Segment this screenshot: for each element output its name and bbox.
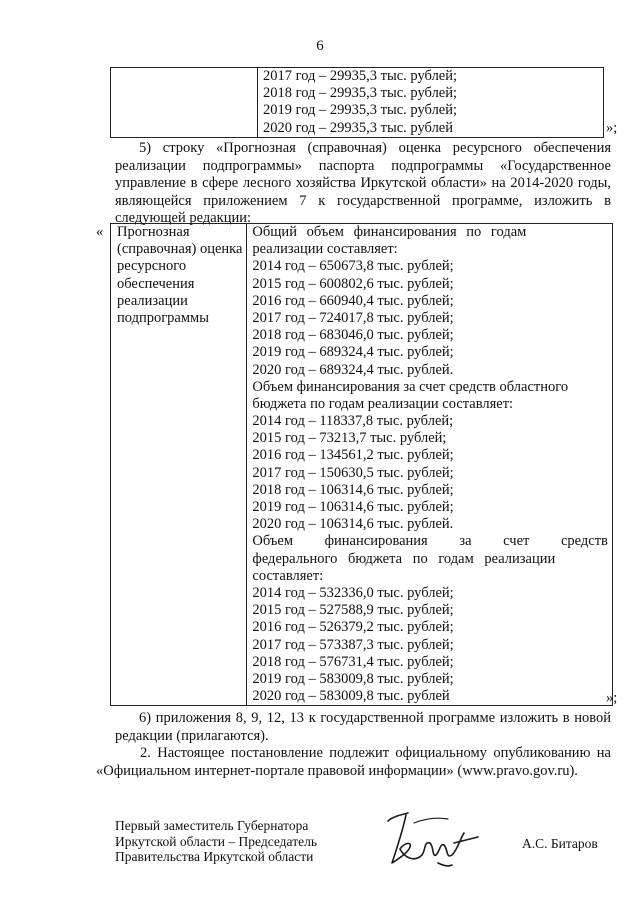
table2-right-line: 2016 год – 134561,2 тыс. рублей; — [252, 447, 454, 464]
table2-right-line: бюджета по годам реализации составляет: — [252, 395, 514, 412]
table2-right-line: 2014 год – 650673,8 тыс. рублей; — [252, 258, 454, 275]
table2-right-line: 2017 год – 573387,3 тыс. рублей; — [252, 636, 454, 653]
item-6-text: 6) приложения 8, 9, 12, 13 к государственной программе изложить в новой редакции (прилагаются). — [115, 710, 611, 744]
signatory-name: А.С. Битаров — [522, 836, 598, 851]
table2-right-line: реализации составляет: — [252, 241, 398, 258]
table2-right-line: 2014 год – 532336,0 тыс. рублей; — [252, 584, 454, 601]
table1-line: 2019 год – 29935,3 тыс. рублей; — [263, 102, 458, 119]
table2-right-line: 2017 год – 150630,5 тыс. рублей; — [252, 464, 454, 481]
table2-left-line: Прогнозная — [117, 224, 190, 240]
table2-right-line: 2018 год – 106314,6 тыс. рублей; — [252, 481, 454, 498]
page-number: 6 — [316, 38, 324, 54]
signatory-title-line: Первый заместитель Губернатора — [115, 818, 309, 833]
signatory-title — [115, 818, 317, 865]
table2-right-line: 2020 год – 583009,8 тыс. рублей — [252, 688, 450, 705]
table2-left-line: обеспечения — [117, 275, 195, 292]
table2-left-line: реализации — [117, 292, 188, 309]
item-2-text: 2. Настоящее постановление подлежит официальному опубликованию на «Официальном интернет-портале правовой информации» (www.pravo.gov.ru). — [96, 745, 611, 779]
table2-right-line: составляет: — [252, 567, 324, 584]
table2-right-line: 2015 год – 600802,6 тыс. рублей; — [252, 275, 454, 292]
table2-right-line: 2014 год – 118337,8 тыс. рублей; — [252, 413, 454, 430]
item-2-paragraph — [96, 745, 611, 780]
table2-right-line: 2016 год – 526379,2 тыс. рублей; — [252, 619, 454, 636]
table2-left-line: (справочная) оценка — [117, 241, 243, 258]
table2-right-line: 2019 год – 583009,8 тыс. рублей; — [252, 670, 454, 687]
table2-right-line: федерального бюджета по годам реализации — [252, 550, 556, 567]
table2-right-line: 2020 год – 689324,4 тыс. рублей. — [252, 361, 454, 378]
table2-right-line: 2017 год – 724017,8 тыс. рублей; — [252, 309, 454, 326]
table2-right-line: 2015 год – 527588,9 тыс. рублей; — [252, 602, 454, 619]
signatory-title-line: Правительства Иркутской области — [115, 849, 314, 864]
table2-right-line: 2018 год – 683046,0 тыс. рублей; — [252, 327, 454, 344]
table2-right-line: 2016 год – 660940,4 тыс. рублей; — [252, 292, 454, 309]
table1-right-cell — [258, 68, 604, 138]
item-5-text: 5) строку «Прогнозная (справочная) оценка ресурсного обеспечения реализации подпрограммы» паспорта подпрограммы «Государственное управление в сфере лесного хозяйства Иркутской области» на 2014-2020 годы, являющейся приложением 7 к государственной программе, изложить в следующей редакции: — [115, 140, 611, 226]
table2-left-line: ресурсного — [117, 258, 187, 275]
table2-left-cell — [111, 224, 247, 706]
table2-right-line: Объем финансирования за счет средств областного — [252, 378, 569, 395]
forecast-resource-table — [110, 223, 613, 706]
financing-table-continuation — [110, 67, 604, 138]
table1-line: 2017 год – 29935,3 тыс. рублей; — [263, 68, 458, 84]
table2-right-line: Объем финансирования за счет средств — [252, 533, 608, 550]
table2-right-line: 2015 год – 73213,7 тыс. рублей; — [252, 430, 447, 447]
table2-right-line: Общий объем финансирования по годам — [252, 224, 527, 240]
handwritten-signature — [378, 803, 498, 873]
closing-quote-2: »; — [606, 690, 618, 706]
closing-quote-1: »; — [606, 120, 618, 136]
table2-right-line: 2019 год – 106314,6 тыс. рублей; — [252, 499, 454, 515]
item-6-paragraph — [115, 710, 611, 745]
table1-left-cell — [111, 68, 258, 138]
table2-right-line: 2018 год – 576731,4 тыс. рублей; — [252, 653, 454, 670]
table2-right-line: 2020 год – 106314,6 тыс. рублей. — [252, 516, 454, 533]
table1-line: 2020 год – 29935,3 тыс. рублей — [263, 119, 454, 136]
table1-line: 2018 год – 29935,3 тыс. рублей; — [263, 85, 458, 102]
table2-right-line: 2019 год – 689324,4 тыс. рублей; — [252, 344, 454, 361]
table2-left-line: подпрограммы — [117, 309, 209, 326]
signatory-title-line: Иркутской области – Председатель — [115, 833, 317, 849]
table2-right-cell — [247, 224, 612, 706]
item-5-paragraph — [115, 140, 611, 228]
opening-quote-2: « — [96, 224, 104, 240]
